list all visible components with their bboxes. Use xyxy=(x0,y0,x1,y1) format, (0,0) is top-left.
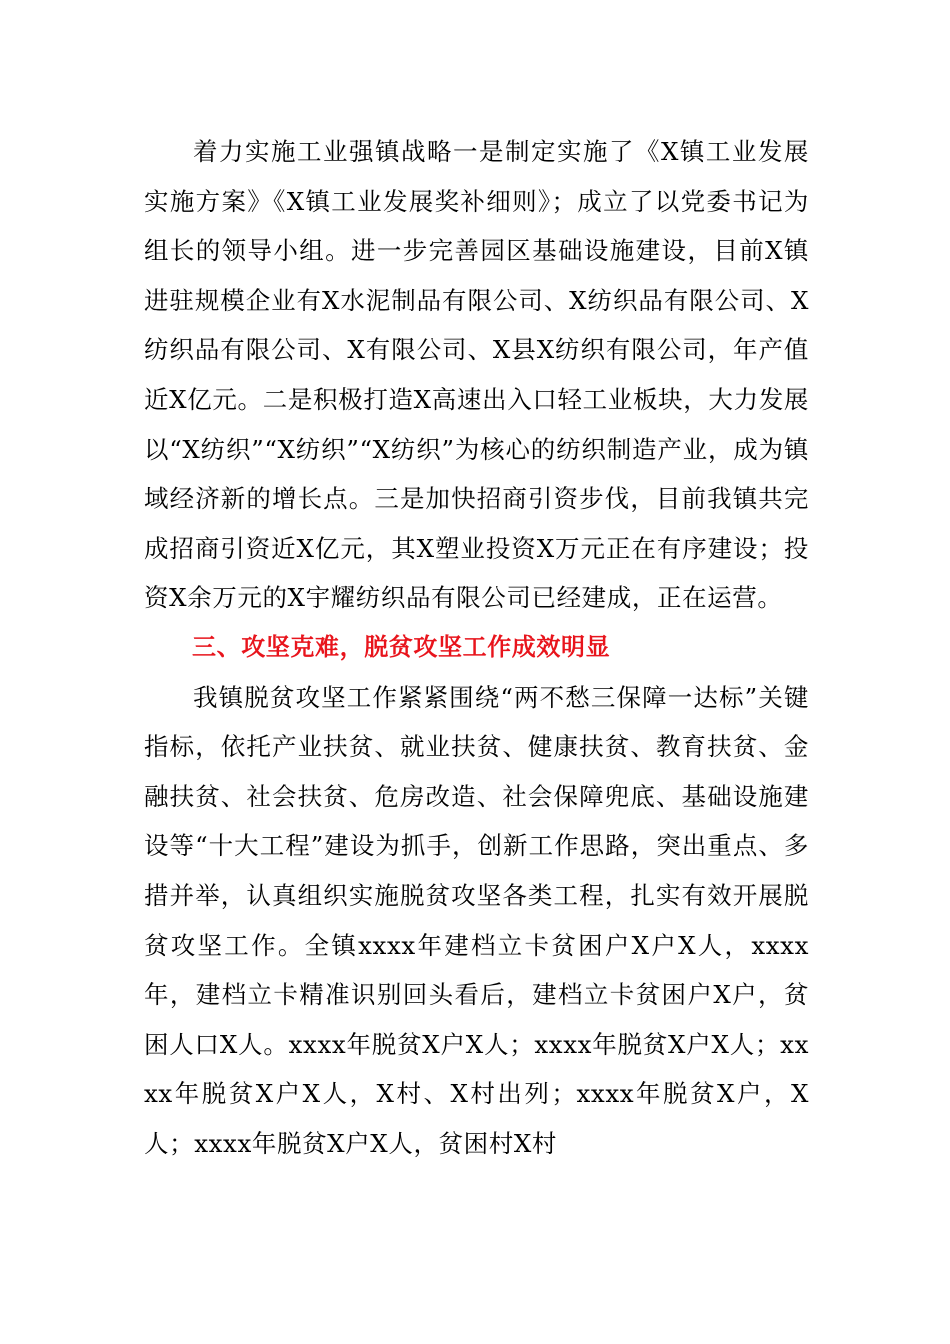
document-body xyxy=(144,127,809,1168)
section-heading: 三、攻坚克难，脱贫攻坚工作成效明显 xyxy=(192,632,611,661)
paragraph-poverty-alleviation: 我镇脱贫攻坚工作紧紧围绕“两不愁三保障一达标”关键指标，依托产业扶贫、就业扶贫、健康扶贫、教育扶贫、金融扶贫、社会扶贫、危房改造、社会保障兜底、基础设施建设等“十大工程”建设为抓手，创新工作思路，突出重点、多措并举，认真组织实施脱贫攻坚各类工程，扎实有效开展脱贫攻坚工作。全镇xxxx年建档立卡贫困户X户X人，xxxx年，建档立卡精准识别回头看后，建档立卡贫困户X户，贫困人口X人。xxxx年脱贫X户X人；xxxx年脱贫X户X人；xxxx年脱贫X户X人，X村、X村出列；xxxx年脱贫X户，X人；xxxx年脱贫X户X人，贫困村X村 xyxy=(144,682,809,1158)
paragraph-industry: 着力实施工业强镇战略一是制定实施了《X镇工业发展实施方案》《X镇工业发展奖补细则》；成立了以党委书记为组长的领导小组。进一步完善园区基础设施建设，目前X镇进驻规模企业有X水泥制品有限公司、X纺织品有限公司、X纺织品有限公司、X有限公司、X县X纺织有限公司，年产值近X亿元。二是积极打造X高速出入口轻工业板块，大力发展以“X纺织”“X纺织”“X纺织”为核心的纺织制造产业，成为镇域经济新的增长点。三是加快招商引资步伐，目前我镇共完成招商引资近X亿元，其X塑业投资X万元正在有序建设；投资X余万元的X宇耀纺织品有限公司已经建成，正在运营。 xyxy=(144,137,809,613)
